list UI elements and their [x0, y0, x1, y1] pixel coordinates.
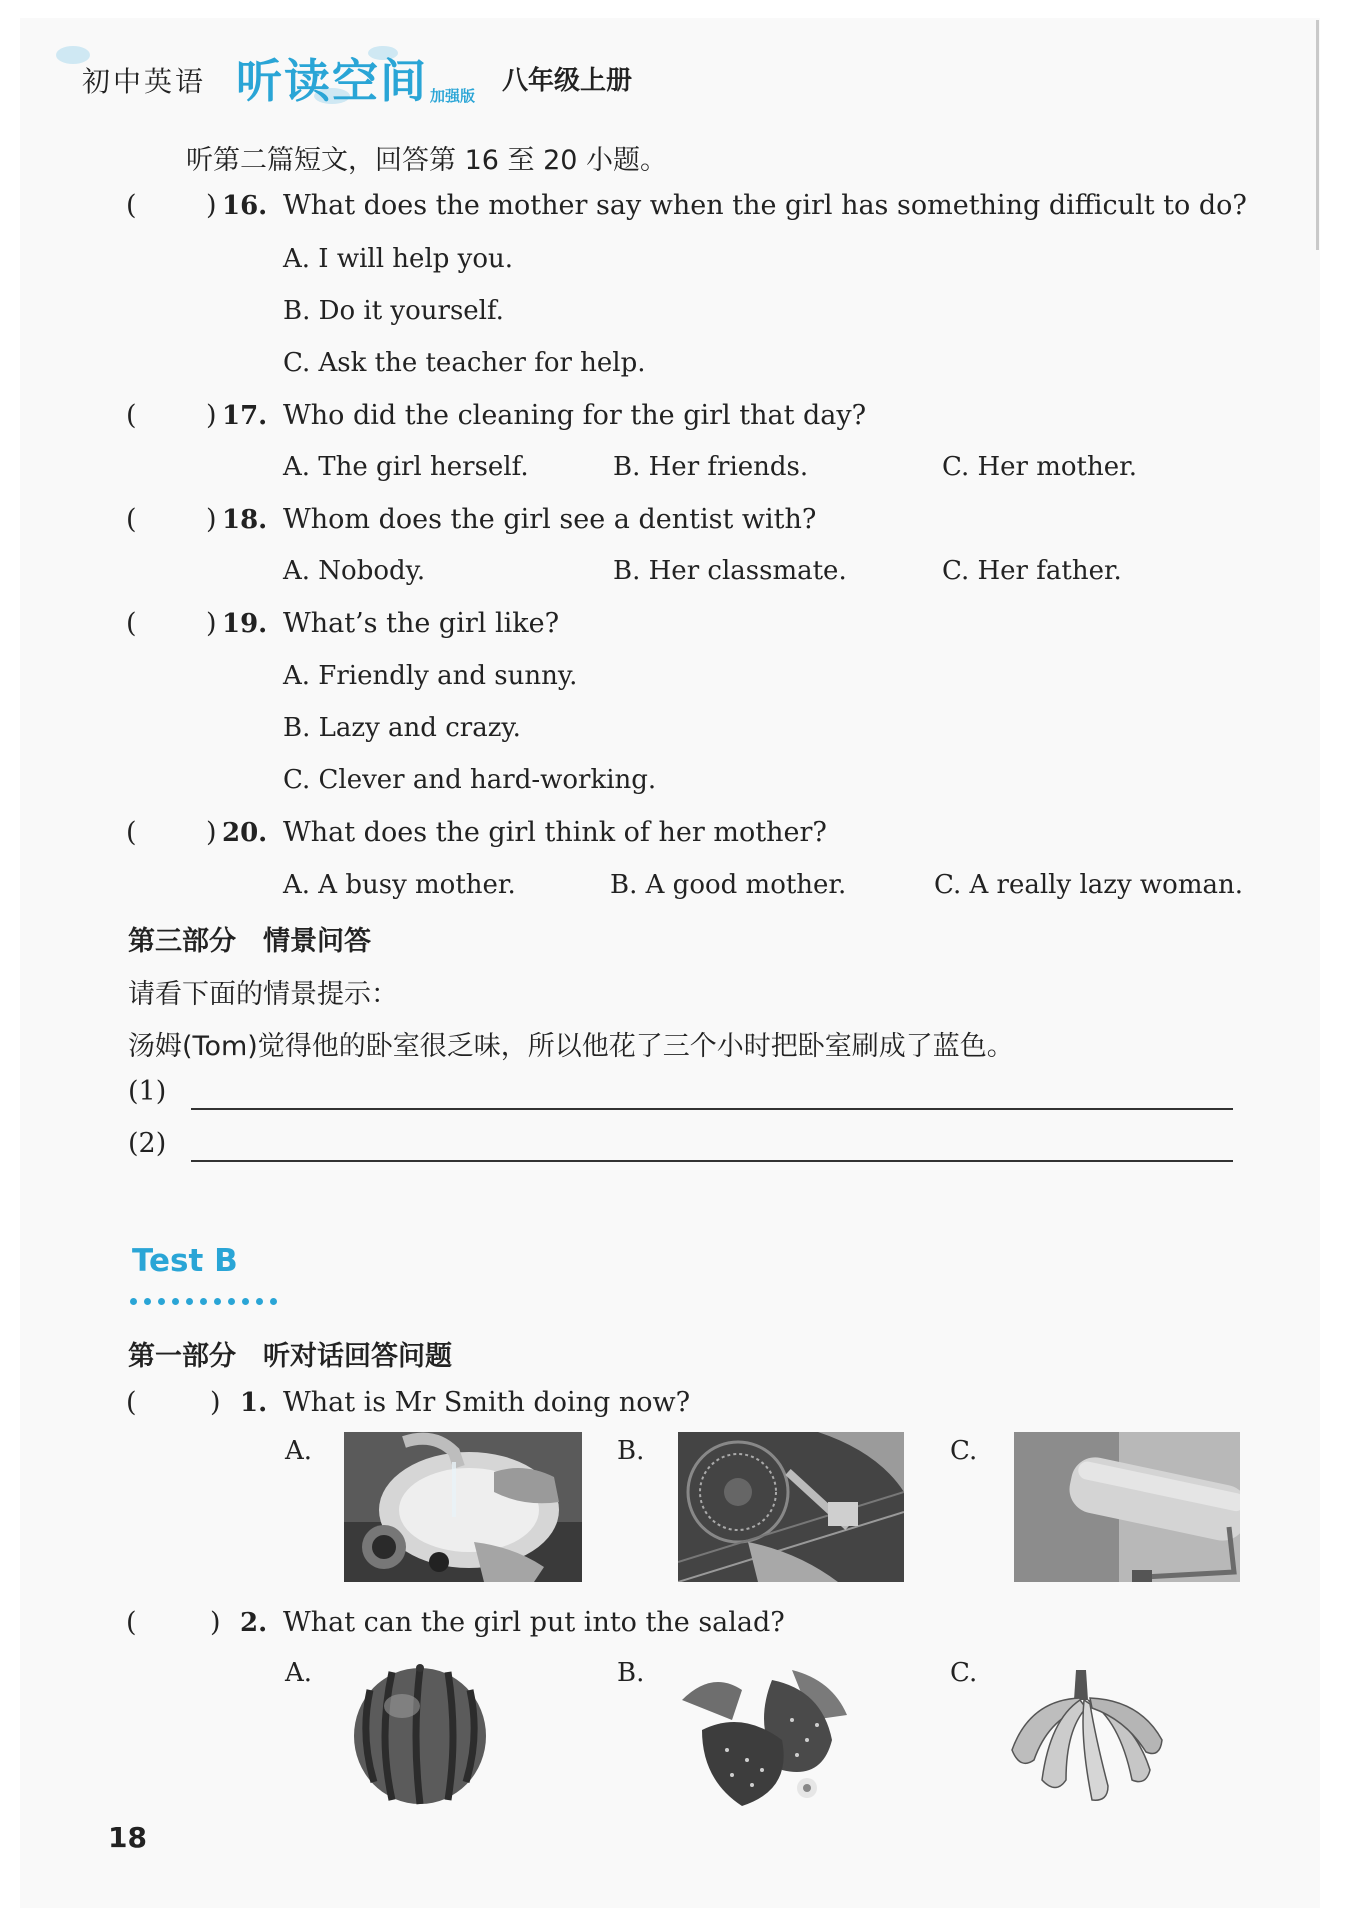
passage-intro: 听第二篇短文，回答第 16 至 20 小题。 — [186, 145, 668, 176]
question-text: Who did the cleaning for the girl that day? — [283, 400, 867, 431]
answer-paren-open: ( — [126, 504, 137, 535]
option-c-label: C. — [950, 1658, 978, 1688]
answer-paren-open: ( — [126, 190, 137, 221]
option-c: C. Her mother. — [942, 452, 1137, 482]
page-edge-line — [1316, 20, 1319, 250]
option-c-label: C. — [950, 1436, 978, 1466]
answer-paren-close: ) — [206, 817, 217, 848]
blank-label-2: (2) — [128, 1128, 167, 1159]
option-a-label: A. — [285, 1658, 313, 1688]
header-series: 初中英语 — [82, 65, 207, 98]
answer-paren-open: ( — [126, 400, 137, 431]
header-brand-logo: 听读空间 — [236, 54, 428, 108]
option-a: A. Nobody. — [283, 556, 426, 586]
option-c: C. Clever and hard-working. — [283, 765, 657, 795]
question-number: 18. — [222, 505, 268, 535]
answer-paren-close: ) — [206, 190, 217, 221]
bananas-photo — [1000, 1660, 1170, 1810]
test-b-title: Test B — [132, 1243, 238, 1279]
section-heading-part3: 第三部分 情景问答 — [128, 926, 371, 957]
page-number: 18 — [108, 1821, 147, 1854]
question-number: 16. — [222, 191, 268, 221]
option-b: B. Do it yourself. — [283, 296, 504, 326]
question-text: What is Mr Smith doing now? — [283, 1387, 691, 1418]
question-number: 2. — [240, 1608, 268, 1638]
answer-line-2[interactable] — [191, 1160, 1233, 1162]
scenario-text: 汤姆(Tom)觉得他的卧室很乏味，所以他花了三个小时把卧室刷成了蓝色。 — [128, 1031, 1014, 1062]
scenario-prompt: 请看下面的情景提示： — [128, 979, 398, 1010]
answer-paren-close: ) — [206, 504, 217, 535]
header-grade: 八年级上册 — [502, 66, 633, 96]
header-badge: 加强版 — [430, 87, 476, 105]
option-b-label: B. — [617, 1436, 645, 1466]
question-text: What does the mother say when the girl has something difficult to do? — [283, 190, 1247, 221]
question-text: What can the girl put into the salad? — [283, 1607, 785, 1638]
answer-paren-close: ) — [210, 1387, 221, 1418]
option-a-label: A. — [285, 1436, 313, 1466]
question-number: 1. — [240, 1388, 268, 1418]
option-b: B. Her friends. — [613, 452, 809, 482]
blank-label-1: (1) — [128, 1076, 167, 1107]
watermelon-photo — [350, 1660, 490, 1806]
answer-line-1[interactable] — [191, 1108, 1233, 1110]
answer-paren-open: ( — [126, 608, 137, 639]
title-dots-divider — [130, 1290, 284, 1309]
option-a: A. The girl herself. — [283, 452, 529, 482]
answer-paren-open: ( — [126, 817, 137, 848]
question-text: What’s the girl like? — [283, 608, 560, 639]
option-a: A. I will help you. — [283, 244, 514, 274]
option-a: A. Friendly and sunny. — [283, 661, 578, 691]
option-b: B. Lazy and crazy. — [283, 713, 521, 743]
paint-roller-photo — [1014, 1432, 1240, 1582]
option-c: C. Her father. — [942, 556, 1122, 586]
option-c: C. Ask the teacher for help. — [283, 348, 646, 378]
question-text: What does the girl think of her mother? — [283, 817, 827, 848]
answer-paren-open: ( — [126, 1387, 137, 1418]
question-text: Whom does the girl see a dentist with? — [283, 504, 817, 535]
question-number: 20. — [222, 818, 268, 848]
question-number: 17. — [222, 401, 268, 431]
option-b: B. Her classmate. — [613, 556, 847, 586]
option-b: B. A good mother. — [610, 870, 847, 900]
bicycle-repair-photo — [678, 1432, 904, 1582]
question-number: 19. — [222, 609, 268, 639]
washing-dishes-photo — [344, 1432, 582, 1582]
answer-paren-close: ) — [206, 400, 217, 431]
answer-paren-close: ) — [210, 1607, 221, 1638]
option-b-label: B. — [617, 1658, 645, 1688]
section-heading-part1: 第一部分 听对话回答问题 — [128, 1341, 452, 1372]
page-header — [56, 40, 756, 112]
answer-paren-open: ( — [126, 1607, 137, 1638]
strawberries-photo — [672, 1660, 852, 1808]
answer-paren-close: ) — [206, 608, 217, 639]
option-a: A. A busy mother. — [283, 870, 516, 900]
option-c: C. A really lazy woman. — [934, 870, 1243, 900]
